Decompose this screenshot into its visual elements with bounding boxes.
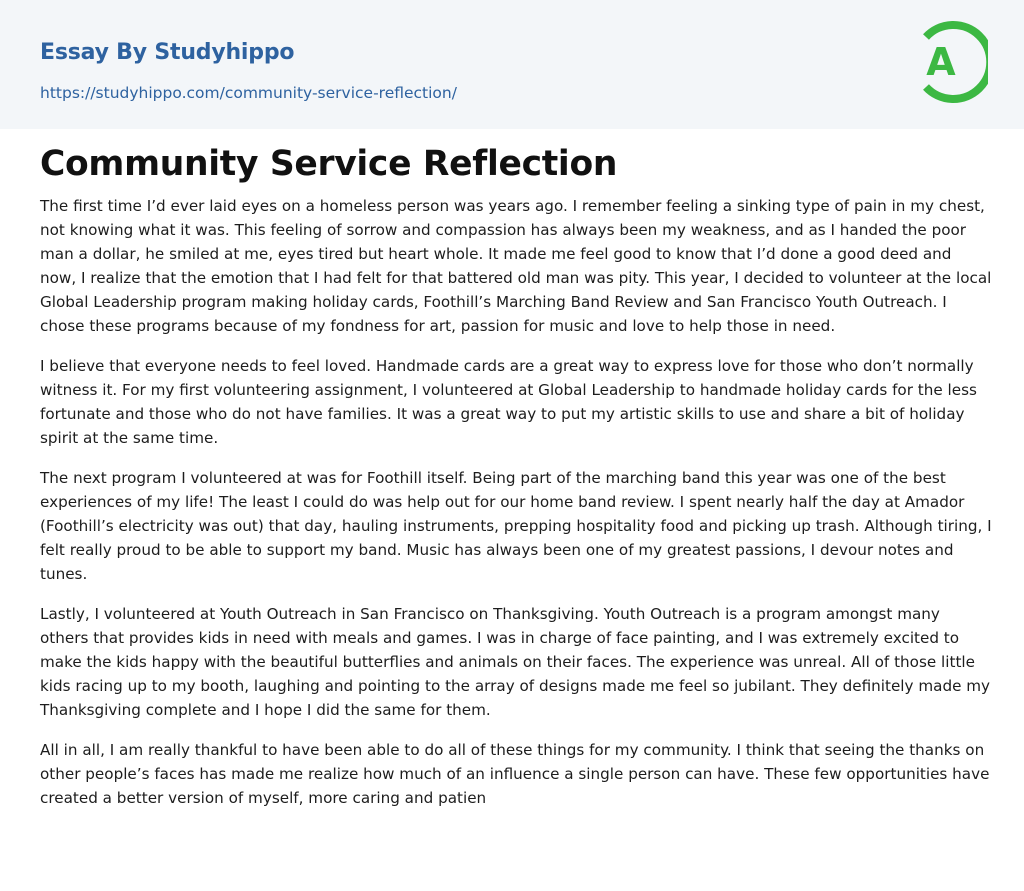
- source-url-link[interactable]: https://studyhippo.com/community-service-reflection/: [40, 84, 457, 102]
- essay-paragraph-4: Lastly, I volunteered at Youth Outreach in San Francisco on Thanksgiving. Youth Outreach is a program amongst many others that provides kids in need with meals and games. I was in charge of face painting, and I was extremely excited to make the kids happy with the beautiful butterflies and animals on their faces. The experience was unreal. All of those little kids racing up to my booth, laughing and pointing to the array of designs made me feel so jubilant. They definitely made my Thanksgiving complete and I hope I did the same for them.: [40, 605, 991, 719]
- essay-paragraph-3: The next program I volunteered at was for Foothill itself. Being part of the marching band this year was one of the best experiences of my life! The least I could do was help out for our home band review. I spent nearly half the day at Amador (Foothill’s electricity was out) that day, hauling instruments, prepping hospitality food and picking up trash. Although tiring, I felt really proud to be able to support my band. Music has always been one of my greatest passions, I devour notes and tunes.: [40, 469, 992, 583]
- essay-body: [40, 194, 992, 826]
- essay-paragraph-2: I believe that everyone needs to feel loved. Handmade cards are a great way to express love for those who don’t normally witness it. For my first volunteering assignment, I volunteered at Global Leadership to handmade holiday cards for the less fortunate and those who do not have families. It was a great way to put my artistic skills to use and share a bit of holiday spirit at the same time.: [40, 357, 977, 447]
- brand-title: Essay By Studyhippo: [40, 40, 295, 65]
- essay-paragraph-1: The first time I’d ever laid eyes on a homeless person was years ago. I remember feeling a sinking type of pain in my chest, not knowing what it was. This feeling of sorrow and compassion has always been my weakness, and as I handed the poor man a dollar, he smiled at me, eyes tired but heart whole. It made me feel good to know that I’d done a good deed and now, I realize that the emotion that I had felt for that battered old man was pity. This year, I decided to volunteer at the local Global Leadership program making holiday cards, Foothill’s Marching Band Review and San Francisco Youth Outreach. I chose these programs because of my fondness for art, passion for music and love to help those in need.: [40, 197, 992, 335]
- page-title: Community Service Reflection: [40, 144, 618, 184]
- logo-letter: A: [926, 40, 956, 84]
- essay-paragraph-5: All in all, I am really thankful to have been able to do all of these things for my community. I think that seeing the thanks on other people’s faces has made me realize how much of an influence a single person can have. These few opportunities have created a better version of myself, more caring and patien: [40, 741, 990, 807]
- page-header: [0, 0, 1024, 129]
- studyhippo-logo-icon[interactable]: [910, 17, 988, 107]
